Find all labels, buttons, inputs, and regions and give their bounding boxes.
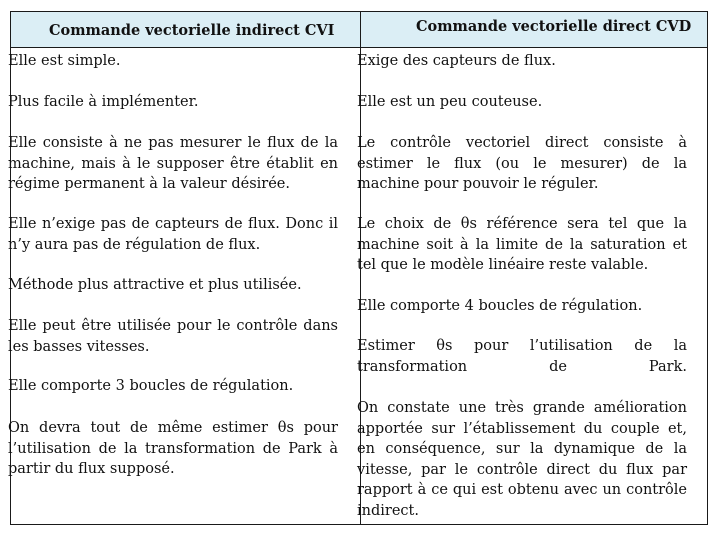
header-cvd: [360, 12, 707, 48]
header-cvi: [11, 12, 360, 48]
cvi-point-principle: Elle consiste à ne pas mesurer le flux de la machine, mais à le supposer être établit en régime permanent à la valeur désirée.: [8, 135, 338, 192]
header-cvd-label: Commande vectorielle direct CVD: [416, 18, 692, 35]
cvi-point-loops: Elle comporte 3 boucles de régulation.: [8, 378, 294, 394]
cvd-point-theta-estimate: Estimer θs pour l’utilisation de la transformation de Park.: [357, 338, 687, 375]
cvi-point-low-speed: Elle peut être utilisée pour le contrôle dans les basses vitesses.: [8, 318, 338, 355]
cvi-point-no-sensors: Elle n’exige pas de capteurs de flux. Donc il n’y aura pas de régulation de flux.: [8, 216, 338, 253]
header-cvi-label: Commande vectorielle indirect CVI: [49, 22, 335, 39]
cvd-point-improvement: On constate une très grande amélioration apportée sur l’établissement du couple et, en conséquence, sur la dynamique de la vitesse, par le contrôle direct du flux par rapport à ce qui est obtenu avec un contrôle indirect.: [357, 400, 687, 519]
cvd-point-cost: Elle est un peu couteuse.: [357, 94, 543, 110]
cvi-point-simple: Elle est simple.: [8, 53, 121, 69]
cvd-point-principle: Le contrôle vectoriel direct consiste à estimer le flux (ou le mesurer) de la machine pour pouvoir le réguler.: [357, 135, 687, 192]
cvi-point-attractive: Méthode plus attractive et plus utilisée.: [8, 277, 302, 293]
cvd-point-theta-choice: Le choix de θs référence sera tel que la machine soit à la limite de la saturation et tel que le modèle linéaire reste valable.: [357, 216, 687, 273]
cvi-point-theta: On devra tout de même estimer θs pour l’utilisation de la transformation de Park à partir du flux supposé.: [8, 420, 338, 477]
cvi-point-easy: Plus facile à implémenter.: [8, 94, 199, 110]
cvd-point-loops: Elle comporte 4 boucles de régulation.: [357, 298, 643, 314]
cvd-point-sensors: Exige des capteurs de flux.: [357, 53, 556, 69]
